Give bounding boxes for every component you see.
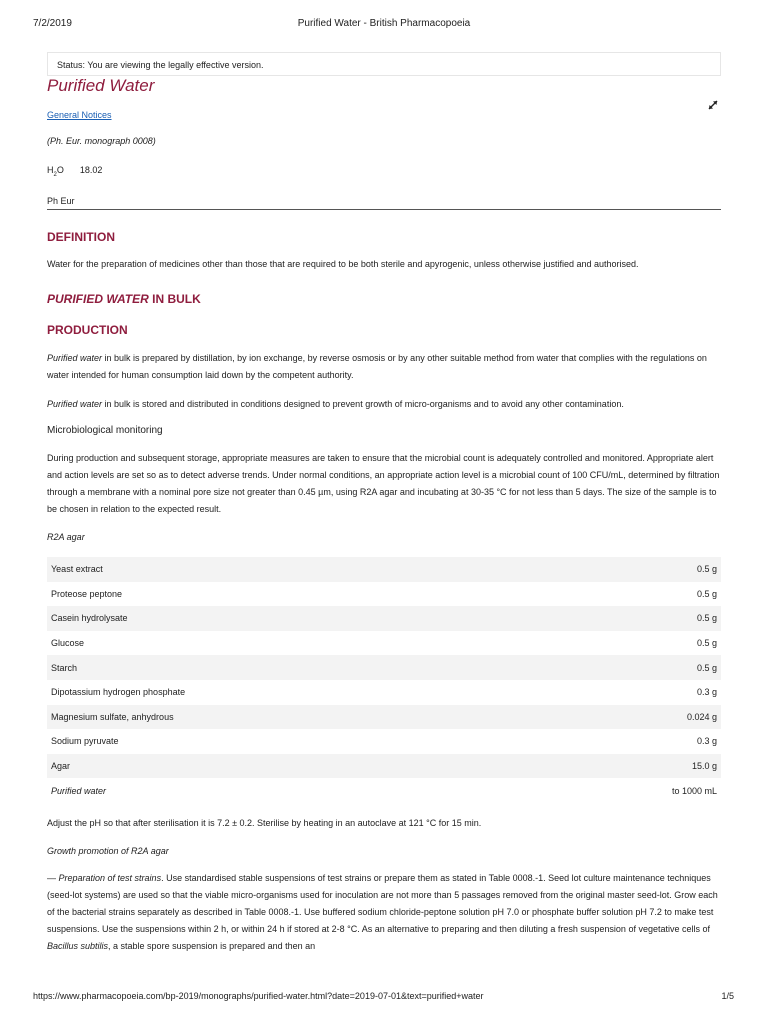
ingredient-amount: 0.5 g <box>696 662 717 673</box>
ingredient-name: Glucose <box>51 638 85 649</box>
prep-text-1: . Use standardised stable suspensions of test strains or prepare them as stated in Table 0008.-1. Seed lot culture maintenance techniques (seed-lot systems) are used so that the viable micro-organisms used for inoculation are not more than 5 passages removed from the original master seed-lot. Grow each of the bacterial strains separately as described in Table 0008.-1. Use buffered sodium chloride-peptone solution pH 7.0 or phosphate buffer solution pH 7.2 to make test suspensions. Use the suspensions within 2 h, or within 24 h if stored at 2-8 °C. As an alternative to preparing and then diluting a fresh suspension of vegetative cells of <box>47 873 718 934</box>
production-paragraph-2 <box>47 396 723 413</box>
ingredient-name: Yeast extract <box>51 564 103 575</box>
ingredient-amount: 0.5 g <box>696 564 717 575</box>
p1-italic: Purified water <box>47 353 103 363</box>
ingredient-name: Dipotassium hydrogen phosphate <box>51 687 186 698</box>
ingredient-amount: 0.3 g <box>696 687 717 698</box>
ingredient-name: Agar <box>51 761 71 772</box>
definition-text: Water for the preparation of medicines other than those that are required to be both sterile and apyrogenic, unless otherwise justified and authorised. <box>47 259 639 269</box>
ingredient-amount: 0.5 g <box>696 588 717 599</box>
page-title: Purified Water <box>47 76 155 95</box>
expand-icon[interactable] <box>705 97 721 113</box>
ingredient-name: Purified water <box>51 785 107 796</box>
table-row <box>47 729 721 754</box>
bulk-heading-rest: IN BULK <box>148 292 201 306</box>
definition-heading: DEFINITION <box>47 230 115 244</box>
r2a-agar-label: R2A agar <box>47 532 85 542</box>
growth-promotion-heading: Growth promotion of R2A agar <box>47 846 169 856</box>
prep-italic: Preparation of test strains <box>58 873 162 883</box>
p2-italic: Purified water <box>47 399 103 409</box>
table-row <box>47 631 721 656</box>
ingredient-amount: to 1000 mL <box>671 785 717 796</box>
p1-text: in bulk is prepared by distillation, by ion exchange, by reverse osmosis or by any other suitable method from water that complies with the regulations on water intended for human consumption laid down by the competent authority. <box>47 353 707 380</box>
molecular-formula <box>47 165 102 178</box>
table-row <box>47 705 721 730</box>
ingredient-amount: 0.024 g <box>686 711 717 722</box>
ingredient-amount: 0.5 g <box>696 638 717 649</box>
footer-url: https://www.pharmacopoeia.com/bp-2019/monographs/purified-water.html?date=2019-07-01&text=purified+water <box>33 991 484 1001</box>
ingredient-name: Starch <box>51 662 78 673</box>
ph-adjustment-text: Adjust the pH so that after sterilisation it is 7.2 ± 0.2. Sterilise by heating in an autoclave at 121 °C for 15 min. <box>47 818 482 828</box>
bulk-heading-italic: PURIFIED WATER <box>47 292 149 306</box>
table-row <box>47 557 721 582</box>
monograph-reference: (Ph. Eur. monograph 0008) <box>47 136 156 146</box>
prep-lead: — <box>47 873 59 883</box>
microbiological-monitoring-heading: Microbiological monitoring <box>47 425 163 436</box>
preparation-of-test-strains-text <box>47 870 723 955</box>
ingredient-name: Magnesium sulfate, anhydrous <box>51 711 174 722</box>
table-row <box>47 606 721 631</box>
ingredient-amount: 0.3 g <box>696 736 717 747</box>
table-row <box>47 754 721 779</box>
print-date: 7/2/2019 <box>33 18 72 29</box>
table-row <box>47 582 721 607</box>
p2-text: in bulk is stored and distributed in conditions designed to prevent growth of micro-organisms and to avoid any other contamination. <box>102 399 624 409</box>
formula-subscript: 2 <box>53 171 57 178</box>
formula-o: O <box>56 165 64 175</box>
ingredient-amount: 15.0 g <box>691 761 717 772</box>
prep-text-2: , a stable spore suspension is prepared and then an <box>108 941 316 951</box>
molecular-weight: 18.02 <box>79 165 103 175</box>
production-heading: PRODUCTION <box>47 323 128 337</box>
section-divider <box>47 209 721 210</box>
table-row <box>47 680 721 705</box>
r2a-agar-table <box>47 557 721 803</box>
microbiological-monitoring-text: During production and subsequent storage, appropriate measures are taken to ensure that the microbial count is adequately controlled and monitored. Appropriate alert and action levels are set so as to detect adverse trends. Under normal conditions, an appropriate action level is a microbial count of 100 CFU/mL, determined by filtration through a membrane with a nominal pore size not greater than 0.45 µm, using R2A agar and incubating at 30-35 °C for not less than 5 days. The size of the sample is to be chosen in relation to the expected result. <box>47 453 720 514</box>
formula-h: H <box>47 165 54 175</box>
ingredient-amount: 0.5 g <box>696 613 717 624</box>
prep-italic-2: Bacillus subtilis <box>47 941 109 951</box>
status-banner: Status: You are viewing the legally effective version. <box>47 52 721 76</box>
ingredient-name: Casein hydrolysate <box>51 613 128 624</box>
table-row <box>47 778 721 803</box>
page-number: 1/5 <box>721 991 734 1001</box>
general-notices-link[interactable]: General Notices <box>47 110 112 120</box>
table-row <box>47 655 721 680</box>
ingredient-name: Proteose peptone <box>51 588 123 599</box>
bulk-heading <box>47 292 201 306</box>
production-paragraph-1 <box>47 350 723 384</box>
ingredient-name: Sodium pyruvate <box>51 736 119 747</box>
print-header-title: Purified Water - British Pharmacopoeia <box>297 18 471 29</box>
ph-eur-label: Ph Eur <box>47 196 75 206</box>
